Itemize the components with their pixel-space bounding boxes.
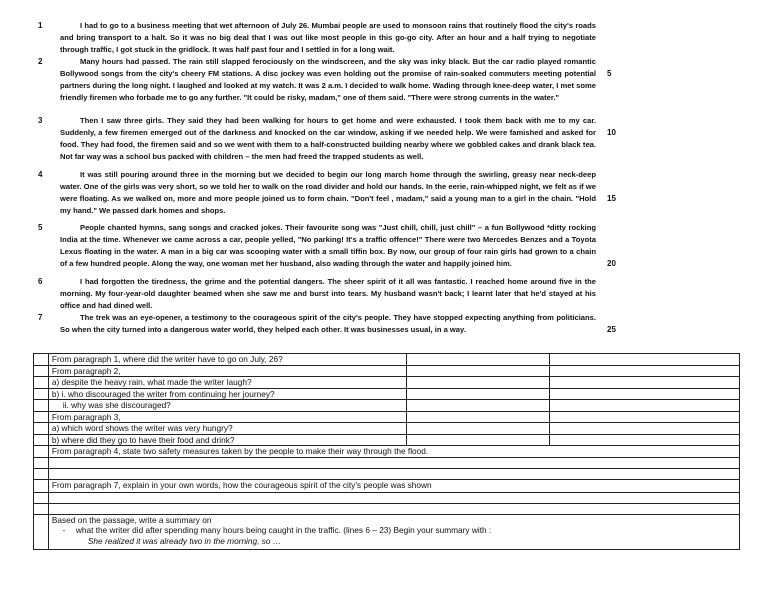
table-row	[34, 446, 740, 458]
table-row	[34, 423, 740, 435]
table-row	[34, 377, 740, 389]
paragraph-1	[0, 20, 768, 56]
summary-task: what the writer did after spending many hours being caught in the traffic. (lines 6 – 23) Begin your summary with :	[75, 525, 492, 535]
summary-starter: She realized it was already two in the morning, so …	[87, 535, 282, 546]
line-number: 20	[607, 259, 616, 268]
paragraph-number: 4	[38, 170, 43, 179]
reading-passage	[0, 20, 768, 340]
summary-intro: Based on the passage, write a summary on	[51, 514, 212, 525]
question-q3-heading: From paragraph 3,	[48, 411, 406, 423]
paragraph-text: Many hours had passed. The rain still slapped ferociously on the windscreen, and the sky was inky black. But the car radio played romantic Bollywood songs from the city's cheery FM stations. A disc jockey was even holding out the promise of rain-soaked commuters meeting potential partners during the long night. I laughed and looked at my watch. It was 2 a.m. I decided to walk home. Wading through knee-deep water, I met some friendly firemen who forbade me to go any further. "It could be risky, madam," one of them said. "There were strong currents in the water."	[60, 57, 596, 102]
blank-row	[48, 468, 739, 479]
table-row	[34, 514, 740, 549]
question-q2a: a) despite the heavy rain, what made the writer laugh?	[48, 377, 406, 389]
answer-cell[interactable]	[406, 400, 549, 412]
answer-cell[interactable]	[406, 411, 549, 423]
paragraph-text: I had to go to a business meeting that wet afternoon of July 26. Mumbai people are used to monsoon rains that routinely flood the city's roads and bring transport to a halt. So it was no big deal that I was out like most people in this go-go city. After an hour and a half trying to negotiate through traffic, I got stuck in the gridlock. It was half past four and I settled in for a long wait.	[60, 21, 596, 54]
question-q2b-i: b) i. who discouraged the writer from continuing her journey?	[48, 388, 406, 400]
paragraph-4	[0, 169, 768, 222]
question-q3a: a) which word shows the writer was very hungry?	[48, 423, 406, 435]
questions-table	[33, 353, 740, 550]
line-number: 25	[607, 325, 616, 334]
answer-cell[interactable]	[406, 377, 549, 389]
answer-cell[interactable]	[406, 354, 549, 366]
answer-cell[interactable]	[406, 423, 549, 435]
table-row	[34, 434, 740, 446]
summary-question	[48, 514, 739, 549]
paragraph-6	[0, 276, 768, 312]
paragraph-5	[0, 222, 768, 276]
paragraph-7	[0, 312, 768, 340]
table-row	[34, 388, 740, 400]
question-q2-heading: From paragraph 2,	[48, 365, 406, 377]
table-row	[34, 354, 740, 366]
blank-row	[48, 503, 739, 514]
paragraph-number: 2	[38, 57, 43, 66]
table-row	[34, 503, 740, 514]
paragraph-text: It was still pouring around three in the morning but we decided to begin our long march home through the swirling, greasy near neck-deep water. One of the girls was very short, so we told her to walk on the road divider and hold our hands. In the eerie, rain-whipped night, we felt as if we were floating. As we walked on, more and more people joined us to form chain. "Don't feel , madam," said a young man to a girl in the chain. "Hold my hand." We passed dark homes and shops.	[60, 170, 596, 215]
paragraph-3	[0, 115, 768, 169]
line-number: 10	[607, 128, 616, 137]
table-row	[34, 492, 740, 503]
bullet-dash: -	[62, 525, 66, 535]
paragraph-text: I had forgotten the tiredness, the grime and the potential dangers. The sheer spirit of it all was fantastic. I reached home around five in the morning. My four-year-old daughter beamed when she saw me and burst into tears. My husband wasn't back; I learnt later that he'd stayed at his office and had dined well.	[60, 277, 596, 310]
answer-row[interactable]	[48, 492, 739, 503]
line-number: 5	[607, 69, 612, 78]
paragraph-2	[0, 56, 768, 115]
paragraph-number: 7	[38, 313, 43, 322]
question-q3b: b) where did they go to have their food and drink?	[48, 434, 406, 446]
paragraph-number: 5	[38, 223, 43, 232]
table-row	[34, 400, 740, 412]
answer-cell[interactable]	[406, 365, 549, 377]
paragraph-text: Then I saw three girls. They said they had been walking for hours to get home and were exhausted. I took them back with me to my car. Suddenly, a few firemen emerged out of the darkness and knocked on the car window, asking if we needed help. We were famished and asked for food. They had food, the firemen said and so we went with them to a half-constructed building nearby where we gobbled cakes and drank black tea. Not far way was a school bus packed with children – the men had freed the trapped students as well.	[60, 116, 596, 161]
paragraph-text: The trek was an eye-opener, a testimony to the courageous spirit of the city's people. They have stopped expecting anything from politicians. So when the city turned into a dangerous water world, they helped each other. It was businesses usual, in a way.	[60, 313, 596, 334]
answer-row[interactable]	[48, 457, 739, 468]
paragraph-number: 6	[38, 277, 43, 286]
table-row	[34, 365, 740, 377]
question-q5: From paragraph 7, explain in your own words, how the courageous spirit of the city's people was shown	[48, 479, 739, 492]
paragraph-text: People chanted hymns, sang songs and cracked jokes. Their favourite song was "Just chill, chill, just chill" – a fun Bollywood *ditty rocking India at the time. Whenever we came across a car, people yelled, "No parking! It's a traffic offence!" There were two Mercedes Benzes and a Toyota Lexus floating in the water. A man in a big car was scooping water with a small tiffin box. By now, our group of four rain girls had grown to a chain of a few hundred people. Along the way, one woman met her husband, also wading through the water and happily joined him.	[60, 223, 596, 268]
table-row	[34, 411, 740, 423]
table-row	[34, 479, 740, 492]
paragraph-number: 1	[38, 21, 43, 30]
answer-cell[interactable]	[406, 434, 549, 446]
table-row	[34, 468, 740, 479]
answer-cell[interactable]	[406, 388, 549, 400]
table-row	[34, 457, 740, 468]
question-q2b-ii: ii. why was she discouraged?	[62, 400, 171, 410]
paragraph-number: 3	[38, 116, 43, 125]
line-number: 15	[607, 194, 616, 203]
question-q4: From paragraph 4, state two safety measures taken by the people to make their way through the flood.	[48, 446, 739, 458]
question-q1: From paragraph 1, where did the writer have to go on July, 26?	[48, 354, 406, 366]
